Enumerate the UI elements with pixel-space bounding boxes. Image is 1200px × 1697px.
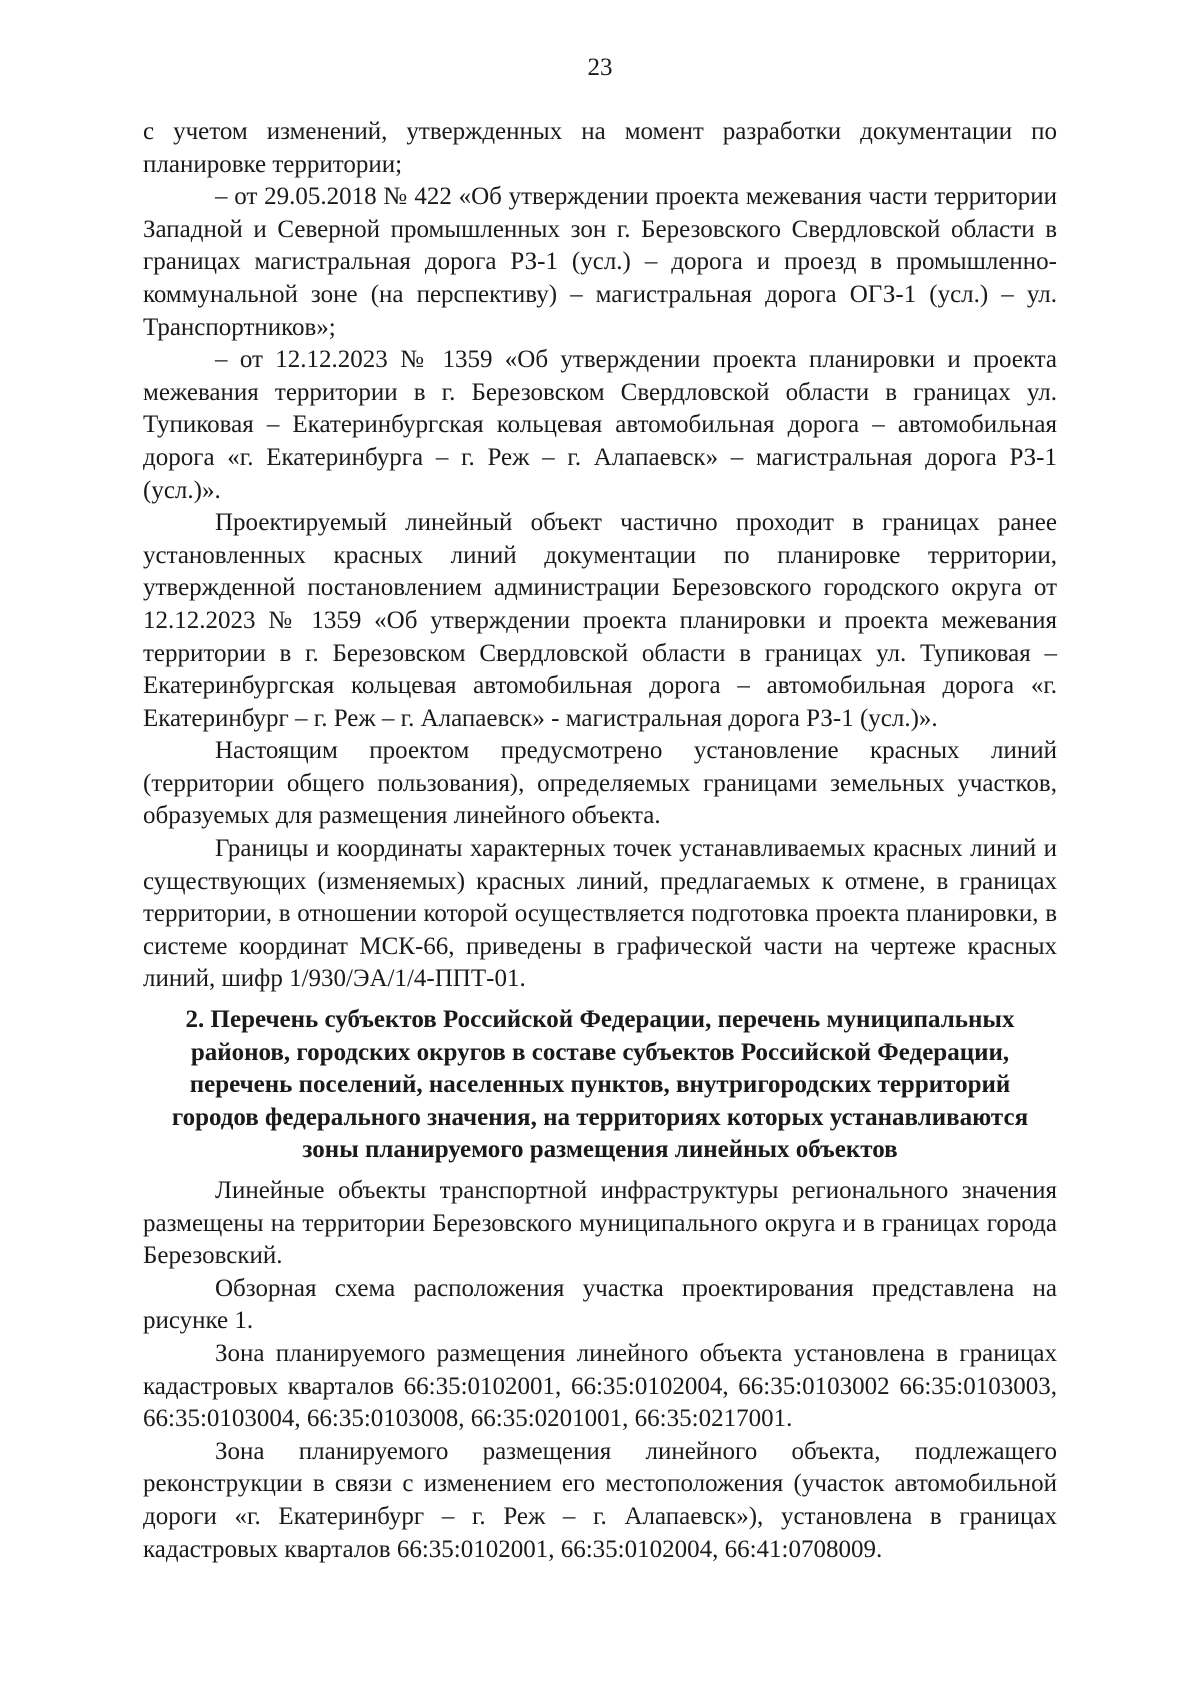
paragraph-overview-scheme: Обзорная схема расположения участка проектирования представлена на рисунке 1. xyxy=(143,1274,1057,1335)
paragraph-coordinates: Границы и координаты характерных точек устанавливаемых красных линий и существующих (изменяемых) красных линий, предлагаемых к отмене, в границах территории, в отношении которой осуществляется подготовка проекта планировки, в системе координат МСК-66, приведены в графической части на чертеже красных линий, шифр 1/930/ЭА/1/4-ППТ-01. xyxy=(143,835,1057,993)
paragraph-linear-objects: Линейные объекты транспортной инфраструктуры регионального значения размещены на территории Березовского муниципального округа и в границах города Березовский. xyxy=(143,1177,1057,1270)
paragraph-reconstruction-zone: Зона планируемого размещения линейного объекта, подлежащего реконструкции в связи с изменением его местоположения (участок автомобильной дороги «г. Екатеринбург – г. Реж – г. Алапаевск»), установлена в границах кадастровых кварталов 66:35:0102001, 66:35:0102004, 66:41:0708009. xyxy=(143,1437,1057,1563)
paragraph-list-item-2018: – от 29.05.2018 № 422 «Об утверждении проекта межевания части территории Западной и Северной промышленных зон г. Березовского Свердловской области в границах магистральная дорога РЗ-1 (усл.) – дорога и проезд в промышленно-коммунальной зоне (на перспективу) – магистральная дорога ОГЗ-1 (усл.) – ул. Транспортников»; xyxy=(143,183,1057,341)
paragraph-list-item-2023: – от 12.12.2023 № 1359 «Об утверждении проекта планировки и проекта межевания территории в г. Березовском Свердловской области в границах ул. Тупиковая – Екатеринбургская кольцевая автомобильная дорога – автомобильная дорога «г. Екатеринбурга – г. Реж – г. Алапаевск» – магистральная дорога РЗ-1 (усл.)». xyxy=(143,346,1057,504)
paragraph-red-lines-existing: Проектируемый линейный объект частично проходит в границах ранее установленных красных линий документации по планировке территории, утвержденной постановлением администрации Березовского городского округа от 12.12.2023 № 1359 «Об утверждении проекта планировки и проекта межевания территории в г. Березовском Свердловской области в границах ул. Тупиковая – Екатеринбургская кольцевая автомобильная дорога – автомобильная дорога «г. Екатеринбург – г. Реж – г. Алапаевск» - магистральная дорога РЗ-1 (усл.)». xyxy=(143,509,1057,732)
document-body xyxy=(143,116,1057,1566)
paragraph-continuation: с учетом изменений, утвержденных на момент разработки документации по планировке территории; xyxy=(143,118,1057,178)
section-heading: 2. Перечень субъектов Российской Федерации, перечень муниципальных районов, городских округов в составе субъектов Российской Федерации, перечень поселений, населенных пунктов, внутригородских территорий городов федерального значения, на территориях которых устанавливаются зоны планируемого размещения линейных объектов xyxy=(171,1006,1029,1164)
paragraph-cadastral-quarters: Зона планируемого размещения линейного объекта установлена в границах кадастровых кварталов 66:35:0102001, 66:35:0102004, 66:35:0103002 66:35:0103003, 66:35:0103004, 66:35:0103008, 66:35:0201001, 66:35:0217001. xyxy=(143,1339,1057,1433)
page-number: 23 xyxy=(587,54,613,81)
paragraph-red-lines-established: Настоящим проектом предусмотрено установление красных линий (территории общего пользования), определяемых границами земельных участков, образуемых для размещения линейного объекта. xyxy=(143,737,1057,830)
